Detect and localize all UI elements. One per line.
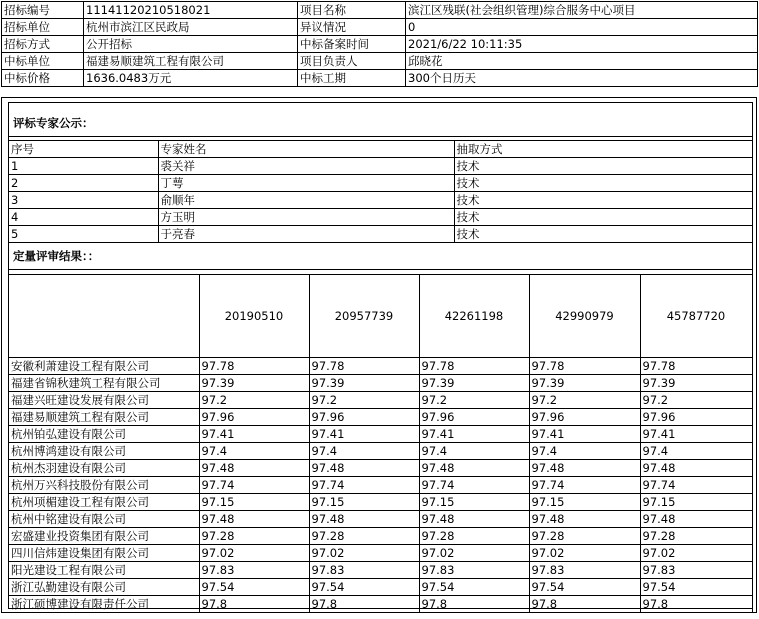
score-cell: 97.74 — [419, 477, 529, 494]
score-cell: 97.48 — [199, 460, 309, 477]
company-name: 宏盛建业投资集团有限公司 — [9, 528, 199, 545]
score-cell: 97.41 — [640, 426, 752, 443]
table-row — [9, 392, 752, 409]
company-name: 福建易顺建筑工程有限公司 — [9, 409, 199, 426]
info-label: 招标编号 — [2, 2, 84, 19]
score-cell: 97.2 — [309, 392, 419, 409]
score-cell: 97.28 — [640, 528, 752, 545]
score-cell: 97.2 — [419, 392, 529, 409]
score-cell: 97.54 — [529, 579, 640, 596]
project-info-table — [1, 1, 758, 87]
table-row — [9, 477, 752, 494]
score-cell: 97.8 — [419, 596, 529, 613]
column-header: 20190510 — [199, 275, 309, 358]
info-value: 滨江区残联(社会组织管理)综合服务中心项目 — [406, 2, 758, 19]
company-name: 浙江弘勤建设有限公司 — [9, 579, 199, 596]
score-cell: 97.96 — [199, 409, 309, 426]
table-row — [9, 494, 752, 511]
score-cell: 97.78 — [419, 358, 529, 375]
table-row — [9, 528, 752, 545]
score-cell: 97.54 — [640, 579, 752, 596]
info-value: 1636.0483万元 — [84, 70, 298, 87]
tender-result-page — [1, 1, 758, 617]
column-header: 专家姓名 — [158, 141, 454, 158]
info-label: 中标价格 — [2, 70, 84, 87]
info-value: 邱晓花 — [406, 53, 758, 70]
score-cell: 97.39 — [529, 375, 640, 392]
score-cell: 97.8 — [640, 596, 752, 613]
score-cell: 97.78 — [529, 358, 640, 375]
table-row — [9, 443, 752, 460]
score-cell: 97.48 — [309, 460, 419, 477]
table-row — [9, 375, 752, 392]
info-label: 项目负责人 — [298, 53, 406, 70]
score-cell: 97.02 — [199, 545, 309, 562]
score-cell: 97.4 — [199, 443, 309, 460]
info-value: 福建易顺建筑工程有限公司 — [84, 53, 298, 70]
score-cell: 97.54 — [199, 579, 309, 596]
score-cell: 97.28 — [309, 528, 419, 545]
score-cell: 97.4 — [419, 443, 529, 460]
score-cell: 97.96 — [640, 409, 752, 426]
score-cell: 97.15 — [529, 494, 640, 511]
score-cell: 97.74 — [309, 477, 419, 494]
table-row — [9, 226, 752, 243]
score-cell: 97.15 — [199, 494, 309, 511]
score-cell: 97.48 — [640, 511, 752, 528]
company-name: 阳光建设工程有限公司 — [9, 562, 199, 579]
company-name: 四川信炜建设集团有限公司 — [9, 545, 199, 562]
info-label: 异议情况 — [298, 19, 406, 36]
score-cell: 97.48 — [419, 511, 529, 528]
score-cell: 97.8 — [309, 596, 419, 613]
score-cell: 97.96 — [309, 409, 419, 426]
results-frame — [1, 97, 757, 613]
score-cell: 97.54 — [419, 579, 529, 596]
info-row — [2, 19, 758, 36]
table-row — [9, 409, 752, 426]
table-cell: 3 — [9, 192, 158, 209]
company-name: 杭州杰羽建设有限公司 — [9, 460, 199, 477]
column-header — [9, 275, 199, 358]
company-name: 安徽利萧建设工程有限公司 — [9, 358, 199, 375]
score-cell: 97.4 — [529, 443, 640, 460]
column-header: 抽取方式 — [454, 141, 752, 158]
score-cell: 97.78 — [199, 358, 309, 375]
table-row — [9, 596, 752, 613]
results-panel — [8, 102, 753, 609]
info-value: 公开招标 — [84, 36, 298, 53]
company-name: 杭州博鸿建设有限公司 — [9, 443, 199, 460]
info-label: 中标单位 — [2, 53, 84, 70]
company-name: 浙江硕博建设有限责任公司 — [9, 596, 199, 613]
score-cell: 97.15 — [640, 494, 752, 511]
score-cell: 97.39 — [640, 375, 752, 392]
score-cell: 97.83 — [199, 562, 309, 579]
score-cell: 97.15 — [309, 494, 419, 511]
score-cell: 97.39 — [419, 375, 529, 392]
column-header: 序号 — [9, 141, 158, 158]
score-cell: 97.02 — [640, 545, 752, 562]
table-cell: 1 — [9, 158, 158, 175]
company-name: 福建兴旺建设发展有限公司 — [9, 392, 199, 409]
score-cell: 97.83 — [529, 562, 640, 579]
score-cell: 97.41 — [529, 426, 640, 443]
table-row — [9, 358, 752, 375]
experts-header-row — [9, 141, 752, 158]
table-row — [9, 209, 752, 226]
score-cell: 97.41 — [199, 426, 309, 443]
score-cell: 97.48 — [529, 460, 640, 477]
table-row — [9, 545, 752, 562]
score-cell: 97.28 — [419, 528, 529, 545]
score-cell: 97.83 — [309, 562, 419, 579]
scores-section-title: 定量评审结果：： — [13, 249, 100, 263]
table-cell: 丁萼 — [158, 175, 454, 192]
column-header: 20957739 — [309, 275, 419, 358]
table-cell: 2 — [9, 175, 158, 192]
table-row — [9, 460, 752, 477]
info-value: 300个日历天 — [406, 70, 758, 87]
table-cell: 技术 — [454, 175, 752, 192]
score-cell: 97.74 — [640, 477, 752, 494]
score-cell: 97.74 — [199, 477, 309, 494]
table-cell: 于亮春 — [158, 226, 454, 243]
company-name: 杭州中铭建设有限公司 — [9, 511, 199, 528]
table-row — [9, 562, 752, 579]
score-cell: 97.96 — [529, 409, 640, 426]
table-row — [9, 511, 752, 528]
score-cell: 97.48 — [529, 511, 640, 528]
score-cell: 97.4 — [309, 443, 419, 460]
info-label: 招标方式 — [2, 36, 84, 53]
column-header: 42261198 — [419, 275, 529, 358]
score-cell: 97.83 — [419, 562, 529, 579]
info-label: 项目名称 — [298, 2, 406, 19]
info-row — [2, 2, 758, 19]
table-row — [9, 175, 752, 192]
score-cell: 97.02 — [419, 545, 529, 562]
divider — [9, 269, 752, 270]
score-cell: 97.8 — [529, 596, 640, 613]
experts-section-title: 评标专家公示： — [13, 116, 94, 130]
score-cell: 97.39 — [199, 375, 309, 392]
score-cell: 97.2 — [199, 392, 309, 409]
score-cell: 97.2 — [529, 392, 640, 409]
divider — [9, 136, 752, 137]
score-cell: 97.8 — [199, 596, 309, 613]
score-cell: 97.48 — [199, 511, 309, 528]
score-cell: 97.78 — [640, 358, 752, 375]
score-cell: 97.28 — [199, 528, 309, 545]
table-cell: 方玉明 — [158, 209, 454, 226]
score-cell: 97.15 — [419, 494, 529, 511]
score-cell: 97.41 — [309, 426, 419, 443]
experts-table — [9, 140, 753, 243]
info-row — [2, 36, 758, 53]
company-name: 杭州项楣建设工程有限公司 — [9, 494, 199, 511]
score-cell: 97.48 — [309, 511, 419, 528]
info-label: 中标工期 — [298, 70, 406, 87]
info-value: 0 — [406, 19, 758, 36]
company-name: 杭州铂弘建设有限公司 — [9, 426, 199, 443]
column-header: 45787720 — [640, 275, 752, 358]
score-cell: 97.02 — [529, 545, 640, 562]
info-value: 11141120210518021 — [84, 2, 298, 19]
score-cell: 97.48 — [419, 460, 529, 477]
info-label: 中标备案时间 — [298, 36, 406, 53]
info-row — [2, 70, 758, 87]
score-cell: 97.83 — [640, 562, 752, 579]
score-cell: 97.74 — [529, 477, 640, 494]
score-cell: 97.96 — [419, 409, 529, 426]
table-row — [9, 192, 752, 209]
company-name: 福建省锦秋建筑工程有限公司 — [9, 375, 199, 392]
table-cell: 技术 — [454, 158, 752, 175]
info-value: 杭州市滨江区民政局 — [84, 19, 298, 36]
table-cell: 技术 — [454, 226, 752, 243]
score-cell: 97.02 — [309, 545, 419, 562]
table-cell: 技术 — [454, 209, 752, 226]
info-label: 招标单位 — [2, 19, 84, 36]
column-header: 42990979 — [529, 275, 640, 358]
score-cell: 97.2 — [640, 392, 752, 409]
score-cell: 97.28 — [529, 528, 640, 545]
table-cell: 5 — [9, 226, 158, 243]
score-cell: 97.4 — [640, 443, 752, 460]
table-row — [9, 579, 752, 596]
score-cell: 97.39 — [309, 375, 419, 392]
table-cell: 俞顺年 — [158, 192, 454, 209]
score-cell: 97.41 — [419, 426, 529, 443]
scores-table — [9, 274, 753, 613]
company-name: 杭州万兴科技股份有限公司 — [9, 477, 199, 494]
scores-header-row — [9, 275, 752, 358]
info-value: 2021/6/22 10:11:35 — [406, 36, 758, 53]
table-cell: 裘关祥 — [158, 158, 454, 175]
table-row — [9, 158, 752, 175]
score-cell: 97.54 — [309, 579, 419, 596]
table-row — [9, 426, 752, 443]
info-row — [2, 53, 758, 70]
table-cell: 4 — [9, 209, 158, 226]
score-cell: 97.78 — [309, 358, 419, 375]
score-cell: 97.48 — [640, 460, 752, 477]
table-cell: 技术 — [454, 192, 752, 209]
